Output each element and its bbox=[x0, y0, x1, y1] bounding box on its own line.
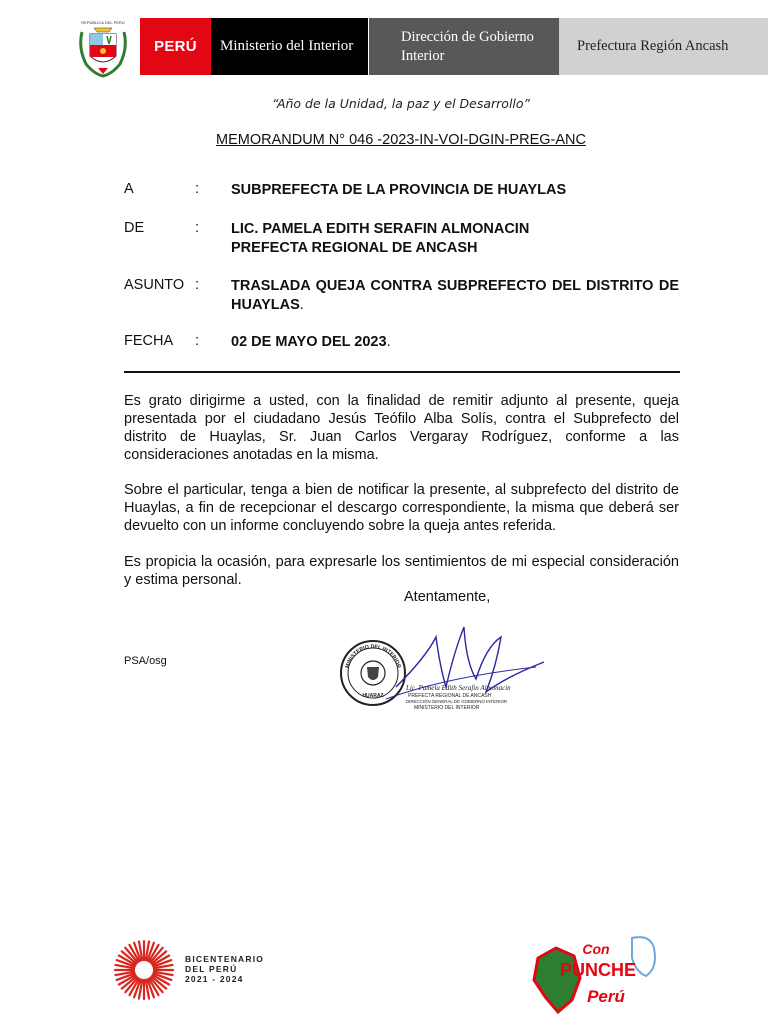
con-punche-peru-logo bbox=[528, 928, 666, 1018]
stamp-name: Lic. Pamela Edith Serafin Almonacin bbox=[406, 684, 511, 692]
field-asunto-label: ASUNTO bbox=[124, 277, 185, 293]
header-ministry-label: Ministerio del Interior bbox=[211, 18, 368, 75]
reference-initials: PSA/osg bbox=[124, 655, 167, 667]
field-fecha-label: FECHA bbox=[124, 333, 174, 349]
field-de-value-line2: PREFECTA REGIONAL DE ANCASH bbox=[231, 240, 478, 256]
field-de-colon: : bbox=[195, 220, 200, 236]
punche-line1: Con bbox=[582, 941, 610, 957]
field-fecha-value bbox=[231, 333, 679, 352]
field-a-value: SUBPREFECTA DE LA PROVINCIA DE HUAYLAS bbox=[231, 182, 567, 198]
header-prefecture-label: Prefectura Región Ancash bbox=[559, 18, 768, 75]
seal-bottom-text: HUARAZ bbox=[362, 693, 384, 699]
bicentenario-line2: DEL PERÚ bbox=[185, 964, 238, 974]
field-asunto-colon: : bbox=[195, 277, 200, 293]
header-direction-label bbox=[369, 18, 559, 75]
field-a-colon: : bbox=[195, 181, 200, 197]
body-paragraph-3: Es propicia la ocasión, para expresarle los sentimientos de mi especial consideración y estima personal. bbox=[124, 554, 679, 588]
stamp-title: PREFECTA REGIONAL DE ANCASH bbox=[408, 693, 492, 699]
field-fecha-text: 02 DE MAYO DEL 2023 bbox=[231, 334, 387, 350]
field-de-value bbox=[231, 220, 679, 258]
field-de-label: DE bbox=[124, 220, 145, 236]
peru-coat-of-arms-logo bbox=[76, 18, 130, 80]
bicentenario-text bbox=[185, 954, 264, 984]
seal-text: MINISTERIO DEL INTERIOR bbox=[344, 643, 402, 669]
punche-line2: PUNCHE bbox=[559, 960, 637, 980]
field-fecha-suffix: . bbox=[386, 334, 391, 350]
field-asunto-text: TRASLADA QUEJA CONTRA SUBPREFECTO DEL DISTRITO DE HUAYLAS bbox=[231, 278, 679, 313]
field-de-value-line1: LIC. PAMELA EDITH SERAFIN ALMONACIN bbox=[231, 221, 530, 237]
year-motto: “Año de la Unidad, la paz y el Desarrollo” bbox=[271, 96, 531, 111]
closing-text: Atentamente, bbox=[404, 589, 491, 605]
header-peru-label: PERÚ bbox=[140, 18, 211, 75]
bicentenario-line3: 2021 - 2024 bbox=[185, 974, 244, 984]
header-direction-line2: Interior bbox=[401, 47, 445, 64]
bicentenario-line1: BICENTENARIO bbox=[185, 954, 265, 964]
field-a-label: A bbox=[124, 181, 134, 197]
stamp-direction: DIRECCIÓN GENERAL DE GOBIERNO INTERIOR bbox=[406, 699, 508, 704]
body-paragraph-2: Sobre el particular, tenga a bien de notificar la presente, al subprefecto del distrito de Huaylas, a fin de recepcionar el descargo correspondiente, la misma que deberá ser devuelto con un informe concluyendo sobre la queja antes referida. bbox=[124, 482, 679, 534]
body-paragraph-1: Es grato dirigirme a usted, con la finalidad de remitir adjunto al presente, queja presentada por el ciudadano Jesús Teófilo Alba Solís, contra el Subprefecto del distrito de Huaylas, Sr. Juan Carlos Vergaray Rodríguez, conforme a las consideraciones anotadas en la misma. bbox=[124, 393, 679, 463]
punche-line3: Perú bbox=[587, 987, 625, 1006]
signature-stamp bbox=[336, 617, 554, 715]
stamp-ministry: MINISTERIO DEL INTERIOR bbox=[414, 705, 480, 711]
memo-title: MEMORANDUM N° 046 -2023-IN-VOI-DGIN-PREG-ANC bbox=[216, 132, 586, 148]
field-fecha-colon: : bbox=[195, 333, 200, 349]
header-direction-line1: Dirección de Gobierno bbox=[401, 28, 534, 45]
crest-caption: REPÚBLICA DEL PERÚ bbox=[81, 20, 125, 25]
section-divider bbox=[124, 371, 680, 373]
field-asunto-value bbox=[231, 277, 679, 315]
field-asunto-suffix: . bbox=[299, 297, 304, 313]
